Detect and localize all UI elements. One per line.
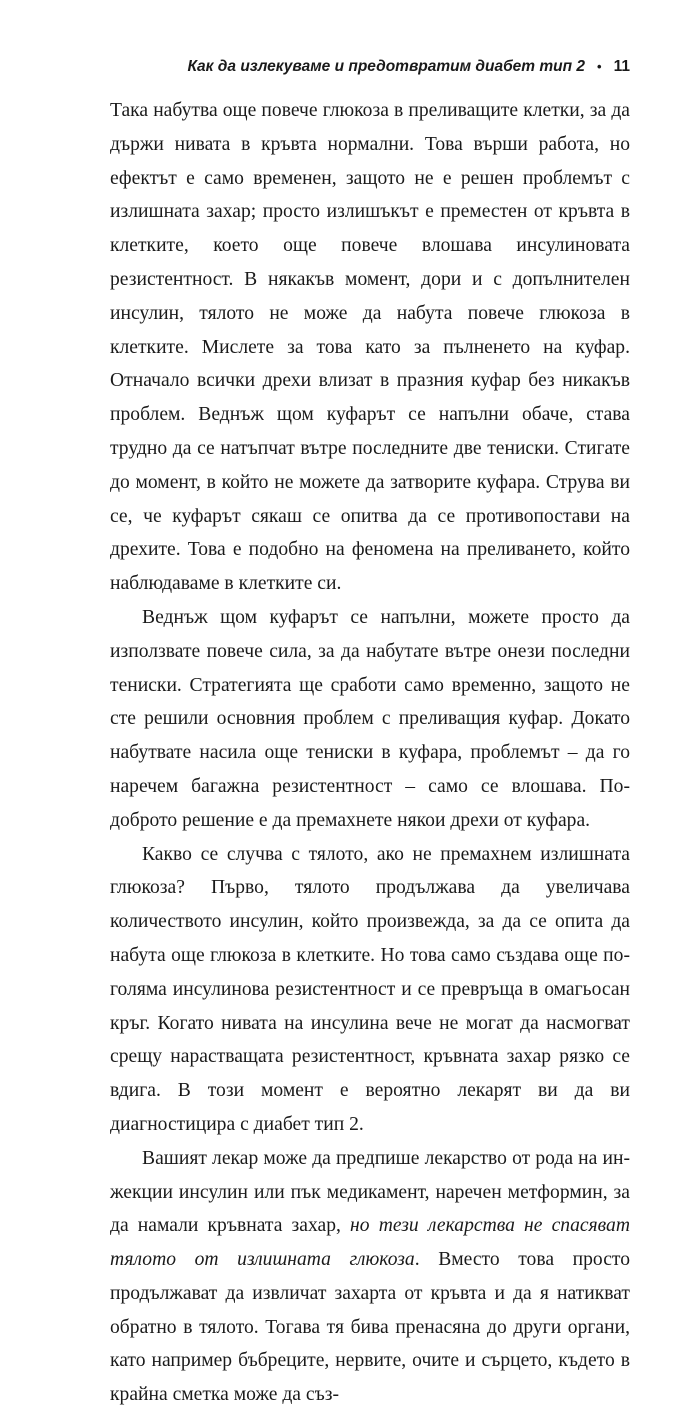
body-text xyxy=(110,94,630,1412)
chapter-title: Как да излекуваме и предотвратим диабет тип 2 xyxy=(187,58,586,75)
paragraph-4 xyxy=(110,1142,630,1412)
paragraph-1: Така набутва още повече глюкоза в преливащите клетки, за да държи нивата в кръвта нормални. Това върши работа, но ефектът е само временен, защото не е решен проблемът с излишната захар; просто излишъкът е преместен от кръвта в клетките, което още повече влошава инсулиновата резистентност. В някакъв момент, дори и с допълнителен инсулин, тялото не може да набута повече глюкоза в клетките. Мислете за това като за пълненето на куфар. Отначало всички дрехи влизат в празния куфар без никакъв проблем. Веднъж щом куфарът се напълни обаче, става трудно да се натъпчат вътре последните две тениски. Стигате до момент, в който не можете да затворите куфара. Струва ви се, че куфарът сякаш се опитва да се противопостави на дрехите. Това е подобно на феномена на преливането, който наблюдаваме в клетките си. xyxy=(110,100,630,595)
paragraph-2: Веднъж щом куфарът се напълни, можете просто да използвате повече сила, за да набутате вътре онези последни тениски. Стратегията ще сработи само временно, защото не сте решили основния проблем с преливащия куфар. Докато набутвате насила още тениски в куфара, проблемът – да го наречем багажна резистентност – само се влошава. По-доброто решение е да премахнете някои дрехи от куфара. xyxy=(110,606,630,831)
page-number: 11 xyxy=(613,58,630,75)
header-separator: • xyxy=(597,59,602,74)
paragraph-3: Какво се случва с тялото, ако не премахнем излишната глюкоза? Първо, тялото продължава да увеличава количеството инсулин, който произвежда, за да се опита да набута още глюкоза в клетките. Но това само създава още по-голяма инсулинова резистентност и се превръща в омагьосан кръг. Когато нивата на инсулина вече не могат да насмогват срещу нарастващата резистентност, кръвната захар рязко се вдига. В този момент е вероятно лекарят ви да ви диагностицира с диабет тип 2. xyxy=(110,843,630,1135)
paragraph-4-start: Вашият лекар може да предпише лекарство от рода на инжекции инсулин или пък медикамент, наречен метформин, за да намали кръвната захар, xyxy=(110,1147,630,1237)
book-page xyxy=(110,58,630,1412)
paragraph-4-emphasis: но тези лекарства не спасяват тялото от излишната глюкоза xyxy=(110,1215,630,1271)
running-header xyxy=(110,58,630,76)
paragraph-4-end: . Вместо това просто продължават да извличат захарта от кръвта и да я натикват обратно в тялото. Тогава тя бива пренасяна до други органи, като например бъбреците, нервите, очите и сърцето, където в крайна сметка може да съз- xyxy=(110,1249,630,1406)
